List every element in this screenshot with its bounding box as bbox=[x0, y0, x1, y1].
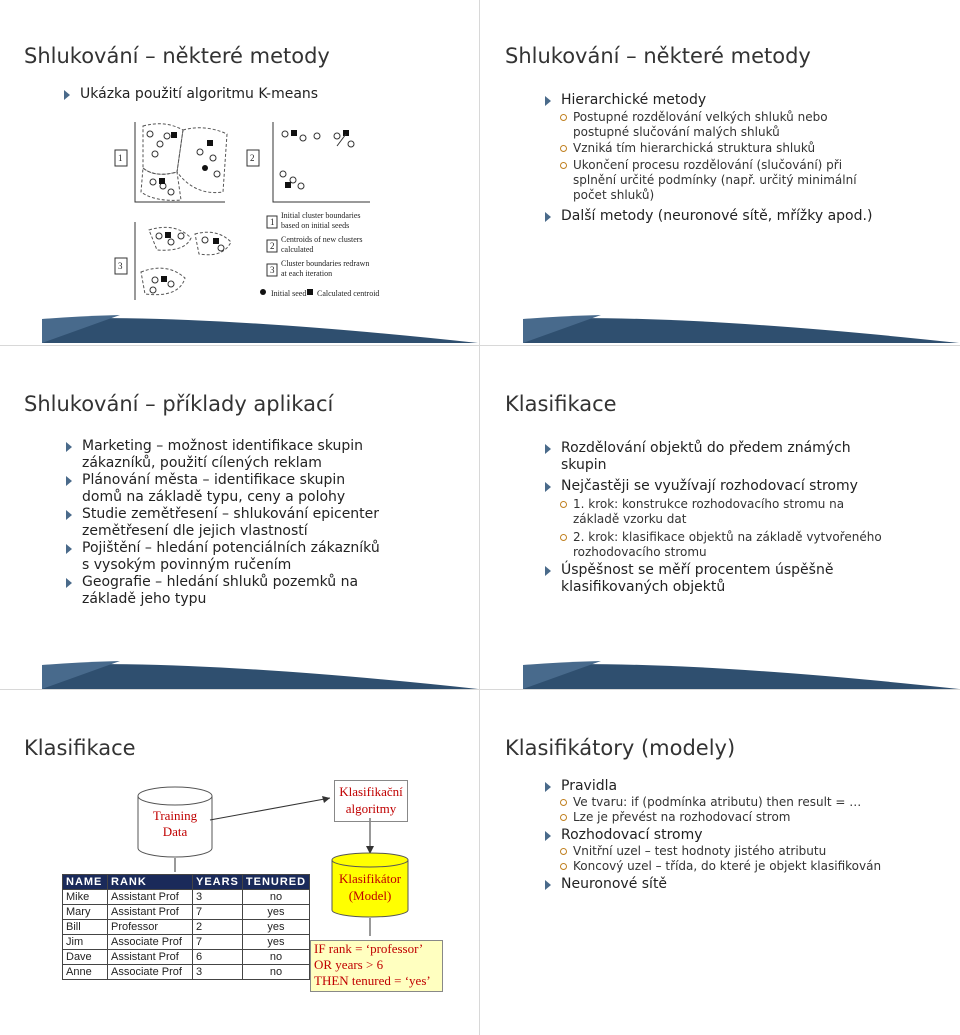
arrow-icon bbox=[66, 578, 72, 588]
table-row: Mike Assistant Prof 3 no bbox=[63, 890, 310, 905]
arrow-icon bbox=[545, 831, 551, 841]
ring-icon bbox=[560, 814, 567, 821]
ring-icon bbox=[560, 848, 567, 855]
table-header-row: NAME RANK YEARS TENURED bbox=[63, 875, 310, 890]
arrow-icon bbox=[545, 782, 551, 792]
bullet: Rozhodovací stromy bbox=[561, 827, 703, 844]
ring-icon bbox=[560, 145, 567, 152]
bullet: Plánování města – identifikace skupin domů na základě typu, ceny a polohy bbox=[82, 472, 382, 506]
svg-text:based on initial seeds: based on initial seeds bbox=[281, 221, 350, 230]
sub-bullet: Vzniká tím hierarchická struktura shluků bbox=[573, 141, 863, 156]
sub-bullet: Ve tvaru: if (podmínka atributu) then result = … bbox=[573, 795, 893, 810]
legend-seed: Initial seed bbox=[271, 289, 307, 298]
rule-box: IF rank = ‘professor’ OR years > 6 THEN tenured = ‘yes’ bbox=[310, 940, 443, 992]
panel-label-2: 2 bbox=[250, 153, 255, 163]
slide-title: Klasifikátory (modely) bbox=[505, 736, 736, 760]
training-table bbox=[62, 874, 310, 980]
slide-decoration bbox=[481, 639, 959, 689]
svg-text:2: 2 bbox=[270, 241, 275, 251]
table-row: Bill Professor 2 yes bbox=[63, 920, 310, 935]
kmeans-figure bbox=[105, 112, 385, 302]
bullet: Hierarchické metody bbox=[561, 92, 706, 109]
table-row: Dave Assistant Prof 6 no bbox=[63, 950, 310, 965]
arrow-icon bbox=[545, 566, 551, 576]
training-data-label: Training Data bbox=[152, 808, 198, 839]
bullet: Nejčastěji se využívají rozhodovací stromy bbox=[561, 478, 891, 495]
ring-icon bbox=[560, 534, 567, 541]
bullet: Geografie – hledání shluků pozemků na základě jeho typu bbox=[82, 574, 382, 608]
panel-label-3: 3 bbox=[118, 261, 123, 271]
bullet: Rozdělování objektů do předem známých skupin bbox=[561, 440, 881, 474]
bullet: Úspěšnost se měří procentem úspěšně klasifikovaných objektů bbox=[561, 562, 861, 596]
bullet: Studie zemětřesení – shlukování epicenter zemětřesení dle jejich vlastností bbox=[82, 506, 382, 540]
sub-bullet: Lze je převést na rozhodovací strom bbox=[573, 810, 893, 825]
ring-icon bbox=[560, 863, 567, 870]
legend-step-3: Cluster boundaries redrawn bbox=[281, 259, 370, 268]
slide-decoration bbox=[0, 293, 478, 343]
panel-label-1: 1 bbox=[118, 153, 123, 163]
sub-bullet: 1. krok: konstrukce rozhodovacího stromu na základě vzorku dat bbox=[573, 497, 873, 527]
bullet: Pravidla bbox=[561, 778, 617, 795]
arrow-icon bbox=[545, 880, 551, 890]
slide-title: Shlukování – některé metody bbox=[24, 44, 330, 68]
slide-decoration bbox=[481, 293, 959, 343]
arrow-icon bbox=[66, 476, 72, 486]
sub-bullet: Vnitřní uzel – test hodnoty jistého atributu bbox=[573, 844, 933, 859]
arrow-icon bbox=[66, 510, 72, 520]
ring-icon bbox=[560, 799, 567, 806]
bullet: Marketing – možnost identifikace skupin zákazníků, použití cílených reklam bbox=[82, 438, 382, 472]
bullet: Pojištění – hledání potenciálních zákazníků s vysokým povinným ručením bbox=[82, 540, 382, 574]
algorithms-box: Klasifikační algoritmy bbox=[334, 780, 408, 822]
slide-4 bbox=[481, 346, 959, 689]
ring-icon bbox=[560, 114, 567, 121]
legend-step-1: Initial cluster boundaries bbox=[281, 211, 361, 220]
slide-5 bbox=[0, 690, 478, 1035]
ring-icon bbox=[560, 501, 567, 508]
slide-title: Klasifikace bbox=[505, 392, 617, 416]
slide-decoration bbox=[0, 639, 478, 689]
bullet: Další metody (neuronové sítě, mřížky apod.) bbox=[561, 208, 872, 225]
arrow-icon bbox=[64, 90, 70, 100]
slide-3 bbox=[0, 346, 478, 689]
legend-centroid: Calculated centroid bbox=[317, 289, 380, 298]
slide-title: Shlukování – příklady aplikací bbox=[24, 392, 334, 416]
model-label: Klasifikátor (Model) bbox=[338, 871, 402, 903]
svg-text:3: 3 bbox=[270, 265, 275, 275]
bullet: Ukázka použití algoritmu K-means bbox=[80, 86, 318, 103]
slide-2 bbox=[481, 0, 959, 343]
legend-step-2: Centroids of new clusters bbox=[281, 235, 363, 244]
ring-icon bbox=[560, 162, 567, 169]
slide-6 bbox=[481, 690, 959, 1035]
arrow-icon bbox=[545, 444, 551, 454]
bullet: Neuronové sítě bbox=[561, 876, 667, 893]
sub-bullet: Ukončení procesu rozdělování (slučování) při splnění určité podmínky (např. určitý minimální počet shluků) bbox=[573, 158, 863, 203]
table-row: Jim Associate Prof 7 yes bbox=[63, 935, 310, 950]
svg-text:calculated: calculated bbox=[281, 245, 314, 254]
svg-text:1: 1 bbox=[270, 217, 275, 227]
column-divider bbox=[479, 0, 480, 1035]
arrow-icon bbox=[545, 212, 551, 222]
table-row: Mary Assistant Prof 7 yes bbox=[63, 905, 310, 920]
sub-bullet: Koncový uzel – třída, do které je objekt klasifikován bbox=[573, 859, 943, 874]
svg-text:at each iteration: at each iteration bbox=[281, 269, 333, 278]
slide-1 bbox=[0, 0, 478, 343]
arrow-icon bbox=[66, 544, 72, 554]
arrow-icon bbox=[66, 442, 72, 452]
arrow-icon bbox=[545, 482, 551, 492]
sub-bullet: 2. krok: klasifikace objektů na základě vytvořeného rozhodovacího stromu bbox=[573, 530, 893, 560]
slide-title: Klasifikace bbox=[24, 736, 136, 760]
arrow-icon bbox=[545, 96, 551, 106]
table-row: Anne Associate Prof 3 no bbox=[63, 965, 310, 980]
sub-bullet: Postupné rozdělování velkých shluků nebo postupné slučování malých shluků bbox=[573, 110, 863, 140]
slide-title: Shlukování – některé metody bbox=[505, 44, 811, 68]
